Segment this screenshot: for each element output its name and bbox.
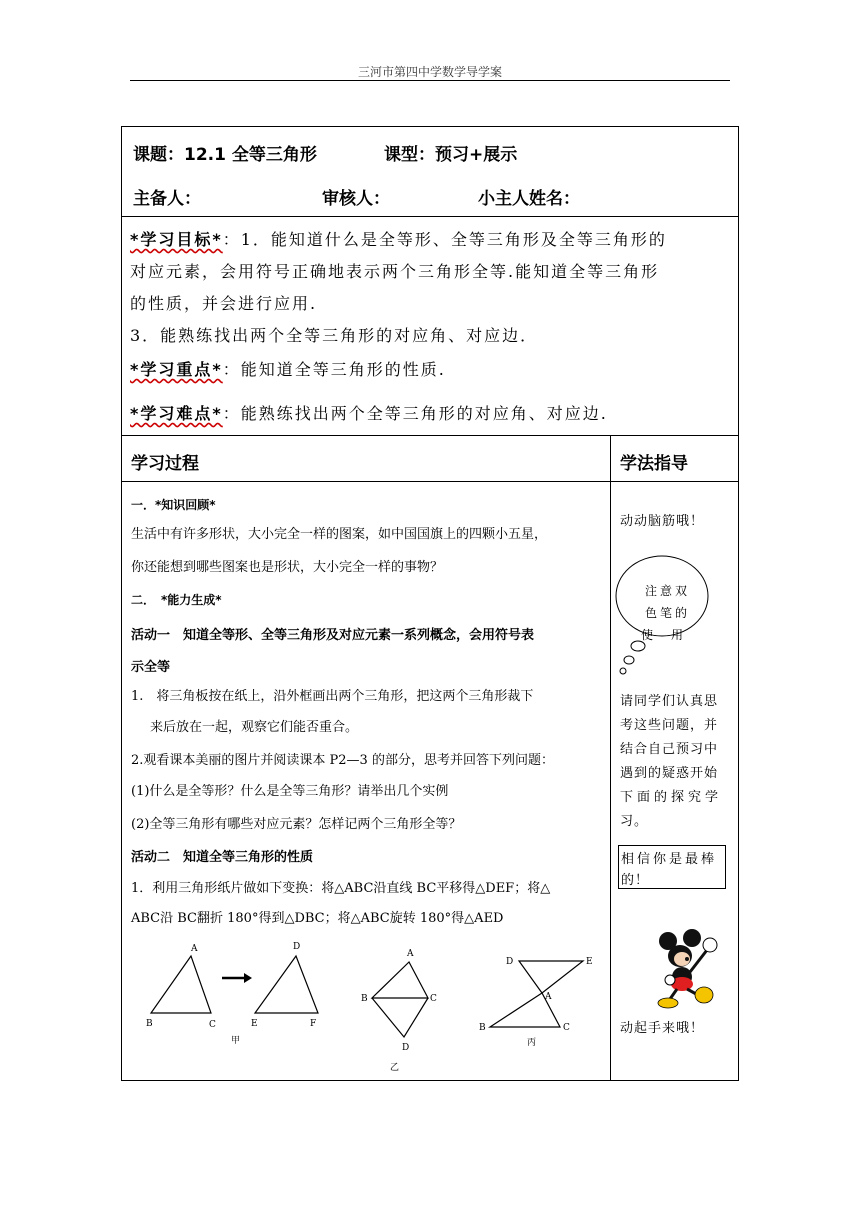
encouragement-line-2: 的！ bbox=[621, 873, 650, 888]
lesson-title: 课题：12.1 全等三角形 bbox=[133, 145, 317, 165]
jia-label-c: C bbox=[209, 1020, 216, 1030]
mouse-leg-left bbox=[670, 989, 677, 999]
preparer-label: 主备人： bbox=[133, 189, 201, 209]
section1-line-2: 你还能想到哪些图案也是形状，大小完全一样的事物？ bbox=[131, 560, 444, 575]
activity1-line-2: 示全等 bbox=[131, 660, 171, 675]
yi-label-a: A bbox=[407, 949, 414, 959]
title-divider bbox=[121, 216, 739, 217]
column-divider bbox=[610, 435, 611, 1081]
transform-line-2: ABC沿 BC翻折 180°得到△DBC；将△ABC旋转 180°得△AED bbox=[131, 911, 504, 926]
difficulty-line bbox=[130, 401, 608, 424]
yi-label-d: D bbox=[402, 1043, 410, 1053]
jia-label-b: B bbox=[146, 1019, 153, 1029]
guide-text-2-line-2: 考这些问题，并 bbox=[620, 718, 719, 733]
key-points-text: ：能知道全等三角形的性质. bbox=[222, 360, 446, 379]
question-2: (2)全等三角形有哪些对应元素？怎样记两个三角形全等？ bbox=[131, 817, 462, 832]
guide-text-2-line-4: 遇到的疑惑开始 bbox=[620, 766, 719, 781]
item2-line: 2.观看课本美丽的图片并阅读课本 P2—3 的部分，思考并回答下列问题： bbox=[131, 753, 554, 768]
jia-caption: 甲 bbox=[231, 1036, 241, 1046]
mouse-ear-right bbox=[683, 929, 701, 947]
jia-label-f: F bbox=[310, 1019, 317, 1029]
guide-text-4: 动起手来哦！ bbox=[620, 1021, 705, 1036]
question-1: (1)什么是全等形？什么是全等三角形？请举出几个实例 bbox=[131, 784, 449, 799]
goals-line-2: 对应元素，会用符号正确地表示两个三角形全等.能知道全等三角形 bbox=[130, 262, 660, 281]
school-header: 三河市第四中学数学导学案 bbox=[357, 65, 502, 79]
lesson-type: 课型：预习+展示 bbox=[384, 145, 518, 165]
bubble-dot-small bbox=[620, 668, 626, 674]
bubble-dot-medium bbox=[624, 656, 634, 664]
header-rule bbox=[130, 80, 730, 81]
guide-text-2-line-6: 习。 bbox=[620, 814, 649, 829]
goals-text-1: ：1．能知道什么是全等形、全等三角形及全等三角形的 bbox=[222, 230, 667, 249]
jia-label-e: E bbox=[251, 1019, 258, 1029]
student-name-label: 小主人姓名： bbox=[478, 189, 580, 209]
guide-text-2-line-1: 请同学们认真思 bbox=[620, 694, 719, 709]
item1-line-1: 1. 将三角板按在纸上，沿外框画出两个三角形，把这两个三角形裁下 bbox=[131, 689, 534, 704]
transform-line-1: 1．利用三角形纸片做如下变换：将△ABC沿直线 BC平移得△DEF；将△ bbox=[131, 881, 551, 896]
key-points-heading: *学习重点* bbox=[130, 360, 223, 379]
bing-label-d: D bbox=[506, 957, 514, 967]
bing-label-b: B bbox=[479, 1023, 486, 1033]
cartoon-mouse-illustration bbox=[652, 925, 732, 1015]
guide-text-2-line-3: 结合自己预习中 bbox=[620, 742, 719, 757]
yi-label-c: C bbox=[430, 994, 437, 1004]
bubble-line-3: 使 用 bbox=[641, 628, 687, 642]
mouse-glove-low bbox=[665, 975, 675, 985]
mouse-arm bbox=[690, 950, 707, 972]
difficulty-heading: *学习难点* bbox=[130, 404, 223, 423]
mouse-glove-up bbox=[703, 938, 717, 952]
goals-line-4: 3．能熟练找出两个全等三角形的对应角、对应边． bbox=[130, 326, 539, 345]
bing-caption: 丙 bbox=[527, 1038, 537, 1048]
guide-text-1: 动动脑筋哦！ bbox=[620, 514, 705, 529]
mouse-shoe-right bbox=[695, 987, 713, 1003]
column-header-divider bbox=[121, 481, 739, 482]
guide-text-2-line-5: 下面的探究学 bbox=[620, 790, 723, 805]
bing-label-e: E bbox=[586, 957, 593, 967]
yi-caption: 乙 bbox=[390, 1063, 400, 1073]
bubble-line-1: 注意双 bbox=[645, 584, 691, 598]
guide-column-header: 学法指导 bbox=[620, 454, 688, 474]
activity2-title: 活动二 知道全等三角形的性质 bbox=[131, 850, 314, 865]
yi-label-b: B bbox=[361, 994, 368, 1004]
bing-label-a: A bbox=[545, 992, 552, 1002]
jia-label-a: A bbox=[191, 944, 198, 954]
activity1-line-1: 活动一 知道全等形、全等三角形及对应元素一系列概念，会用符号表 bbox=[131, 628, 535, 643]
item1-line-2: 来后放在一起，观察它们能否重合。 bbox=[150, 720, 359, 735]
key-points-line bbox=[130, 357, 446, 380]
bubble-line-2: 色笔的 bbox=[645, 606, 691, 620]
bing-label-c: C bbox=[563, 1023, 570, 1033]
mouse-nose bbox=[685, 957, 689, 961]
goals-heading: *学习目标* bbox=[130, 230, 223, 249]
section2-title: 二． *能力生成* bbox=[131, 593, 222, 607]
goals-line-3: 的性质，并会进行应用. bbox=[130, 294, 318, 313]
section1-title: 一．*知识回顾* bbox=[131, 498, 216, 512]
process-column-header: 学习过程 bbox=[131, 454, 199, 474]
reviewer-label: 审核人： bbox=[322, 189, 390, 209]
jia-label-d: D bbox=[293, 942, 301, 952]
section1-line-1: 生活中有许多形状，大小完全一样的图案，如中国国旗上的四颗小五星， bbox=[131, 527, 548, 542]
goals-line-1 bbox=[130, 227, 667, 250]
encouragement-line-1: 相信你是最棒 bbox=[621, 852, 718, 867]
mouse-shoe-left bbox=[658, 998, 678, 1008]
difficulty-text: ：能熟练找出两个全等三角形的对应角、对应边. bbox=[222, 404, 608, 423]
